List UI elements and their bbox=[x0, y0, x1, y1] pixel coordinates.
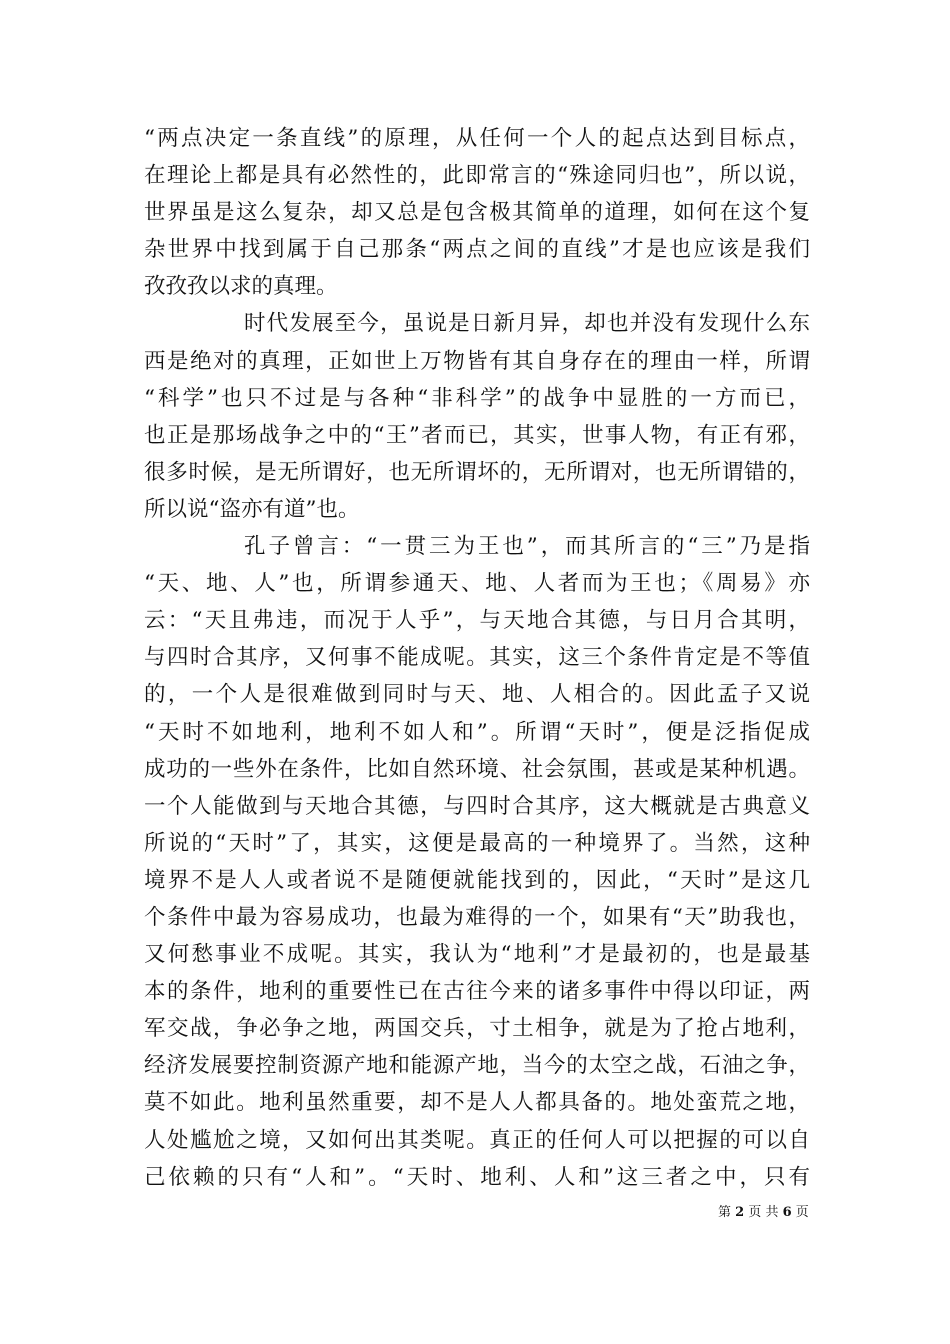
total-page-count: 6 bbox=[782, 1205, 792, 1220]
text-line: “天时不如地利，地利不如人和”。所谓“天时”，便是泛指促成 bbox=[144, 719, 810, 745]
footer-prefix: 第 bbox=[718, 1205, 736, 1220]
text-line: 的，一个人是很难做到同时与天、地、人相合的。因此孟子又说 bbox=[144, 682, 810, 708]
body-text bbox=[144, 120, 810, 1196]
text-line: 所说的“天时”了，其实，这便是最高的一种境界了。当然，这种 bbox=[144, 830, 810, 856]
current-page-number: 2 bbox=[735, 1205, 745, 1220]
text-line: 一个人能做到与天地合其德，与四时合其序，这大概就是古典意义 bbox=[144, 793, 810, 819]
text-line: “天、地、人”也，所谓参通天、地、人者而为王也；《周易》亦 bbox=[144, 571, 810, 597]
text-line: 所以说“盗亦有道”也。 bbox=[144, 496, 360, 522]
text-line: 云：“天且弗违，而况于人乎”，与天地合其德，与日月合其明， bbox=[144, 608, 810, 634]
paragraph-1 bbox=[144, 120, 810, 305]
text-line: 成功的一些外在条件，比如自然环境、社会氛围，甚或是某种机遇。 bbox=[144, 756, 810, 782]
text-line: 人处尴尬之境，又如何出其类呢。真正的任何人可以把握的可以自 bbox=[144, 1127, 810, 1153]
text-line: “科学”也只不过是与各种“非科学”的战争中显胜的一方而已， bbox=[144, 385, 810, 411]
text-line: 时代发展至今，虽说是日新月异，却也并没有发现什么东 bbox=[244, 311, 810, 337]
paragraph-2 bbox=[144, 305, 810, 528]
text-line: 己依赖的只有“人和”。“天时、地利、人和”这三者之中，只有 bbox=[144, 1164, 810, 1190]
text-line: 在理论上都是具有必然性的，此即常言的“殊途同归也”，所以说， bbox=[144, 163, 810, 189]
text-line: 个条件中最为容易成功，也最为难得的一个，如果有“天”助我也， bbox=[144, 904, 810, 930]
page-number-footer bbox=[718, 1203, 818, 1223]
text-line: 西是绝对的真理，正如世上万物皆有其自身存在的理由一样，所谓 bbox=[144, 348, 810, 374]
footer-middle: 页 共 bbox=[744, 1205, 783, 1220]
text-line: 经济发展要控制资源产地和能源产地，当今的太空之战，石油之争， bbox=[144, 1053, 810, 1079]
text-line: 军交战，争必争之地，两国交兵，寸土相争，就是为了抢占地利， bbox=[144, 1016, 810, 1042]
text-line: 杂世界中找到属于自己那条“两点之间的直线”才是也应该是我们 bbox=[144, 237, 810, 263]
text-line: 世界虽是这么复杂，却又总是包含极其简单的道理，如何在这个复 bbox=[144, 200, 810, 226]
footer-suffix: 页 bbox=[791, 1205, 809, 1220]
text-line: 也正是那场战争之中的“王”者而已，其实，世事人物，有正有邪， bbox=[144, 422, 810, 448]
paragraph-3 bbox=[144, 528, 810, 1196]
text-line: 与四时合其序，又何事不能成呢。其实，这三个条件肯定是不等值 bbox=[144, 645, 810, 671]
text-line: 孔子曾言：“一贯三为王也”，而其所言的“三”乃是指 bbox=[244, 534, 810, 560]
text-line: 莫不如此。地利虽然重要，却不是人人都具备的。地处蛮荒之地， bbox=[144, 1090, 810, 1116]
text-line: “两点决定一条直线”的原理，从任何一个人的起点达到目标点， bbox=[144, 126, 810, 151]
text-line: 境界不是人人或者说不是随便就能找到的，因此，“天时”是这几 bbox=[144, 867, 810, 893]
text-line: 又何愁事业不成呢。其实，我认为“地利”才是最初的，也是最基 bbox=[144, 942, 810, 968]
text-line: 孜孜孜以求的真理。 bbox=[144, 274, 338, 300]
text-line: 很多时候，是无所谓好，也无所谓坏的，无所谓对，也无所谓错的， bbox=[144, 459, 810, 485]
text-line: 本的条件，地利的重要性已在古往今来的诸多事件中得以印证，两 bbox=[144, 979, 810, 1005]
